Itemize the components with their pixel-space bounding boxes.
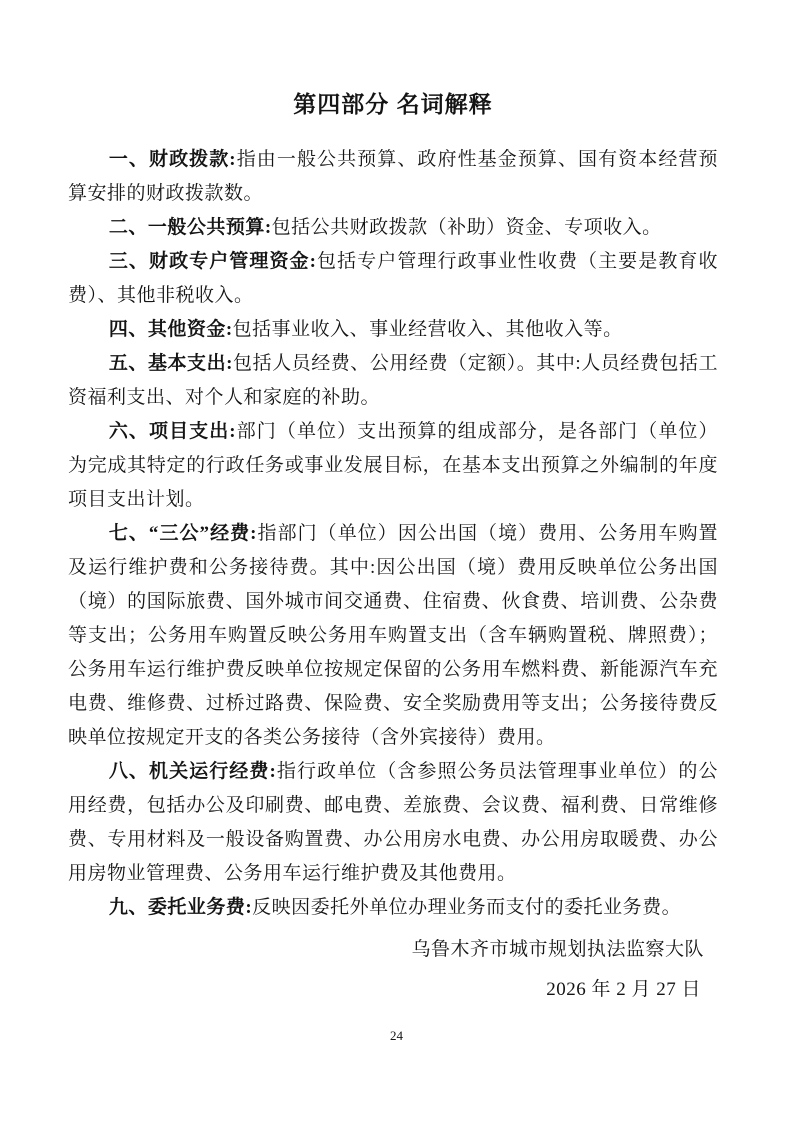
glossary-item-3 <box>68 245 718 313</box>
glossary-term-4: 四、其他资金: <box>108 319 233 340</box>
glossary-term-8: 八、机关运行经费: <box>108 761 277 782</box>
glossary-term-7: 七、“三公”经费: <box>108 523 258 544</box>
glossary-item-6 <box>68 415 718 517</box>
page-number: 24 <box>390 1028 403 1043</box>
glossary-definition-5: 包括人员经费、公用经费（定额）。其中:人员经费包括工资福利支出、对个人和家庭的补助。 <box>68 353 719 408</box>
issuing-unit-signature: 乌鲁木齐市城市规划执法监察大队 <box>411 939 704 960</box>
glossary-term-2: 二、一般公共预算: <box>108 217 272 238</box>
glossary-item-8 <box>68 755 718 891</box>
glossary-term-3: 三、财政专户管理资金: <box>108 251 317 272</box>
glossary-item-2 <box>68 211 718 245</box>
glossary-term-6: 六、项目支出: <box>108 421 237 442</box>
glossary-term-5: 五、基本支出: <box>108 353 233 374</box>
glossary-definition-1: 指由一般公共预算、政府性基金预算、国有资本经营预算安排的财政拨款数。 <box>68 149 718 204</box>
glossary-definition-2: 包括公共财政拨款（补助）资金、专项收入。 <box>271 217 662 238</box>
glossary-definition-8: 指行政单位（含参照公务员法管理事业单位）的公用经费，包括办公及印刷费、邮电费、差旅费、会议费、福利费、日常维修费、专用材料及一般设备购置费、办公用房水电费、办公用房取暖费、办公用房物业管理费、公务用车运行维护费及其他费用。 <box>68 761 718 884</box>
glossary-term-9: 九、委托业务费: <box>108 897 253 918</box>
glossary-item-5 <box>68 347 718 415</box>
document-date: 2026 年 2 月 27 日 <box>546 979 701 1000</box>
glossary-definition-4: 包括事业收入、事业经营收入、其他收入等。 <box>232 319 623 340</box>
glossary-definition-7: 指部门（单位）因公出国（境）费用、公务用车购置及运行维护费和公务接待费。其中:因公出国（境）费用反映单位公务出国（境）的国际旅费、国外城市间交通费、住宿费、伙食费、培训费、公杂费等支出；公务用车购置反映公务用车购置支出（含车辆购置税、牌照费）；公务用车运行维护费反映单位按规定保留的公务用车燃料费、新能源汽车充电费、维修费、过桥过路费、保险费、安全奖励费用等支出；公务接待费反映单位按规定开支的各类公务接待（含外宾接待）费用。 <box>68 523 718 748</box>
glossary-item-4 <box>68 313 718 347</box>
glossary-definition-6: 部门（单位）支出预算的组成部分，是各部门（单位）为完成其特定的行政任务或事业发展目标，在基本支出预算之外编制的年度项目支出计划。 <box>68 421 718 510</box>
glossary-item-7 <box>68 517 718 755</box>
glossary-definition-3: 包括专户管理行政事业性收费（主要是教育收费）、其他非税收入。 <box>68 251 718 306</box>
glossary-item-9 <box>68 891 718 925</box>
glossary-item-1 <box>68 143 718 211</box>
glossary-term-1: 一、财政拨款: <box>108 149 237 170</box>
glossary-definition-9: 反映因委托外单位办理业务而支付的委托业务费。 <box>252 897 682 918</box>
page-title: 第四部分 名词解释 <box>293 91 493 117</box>
